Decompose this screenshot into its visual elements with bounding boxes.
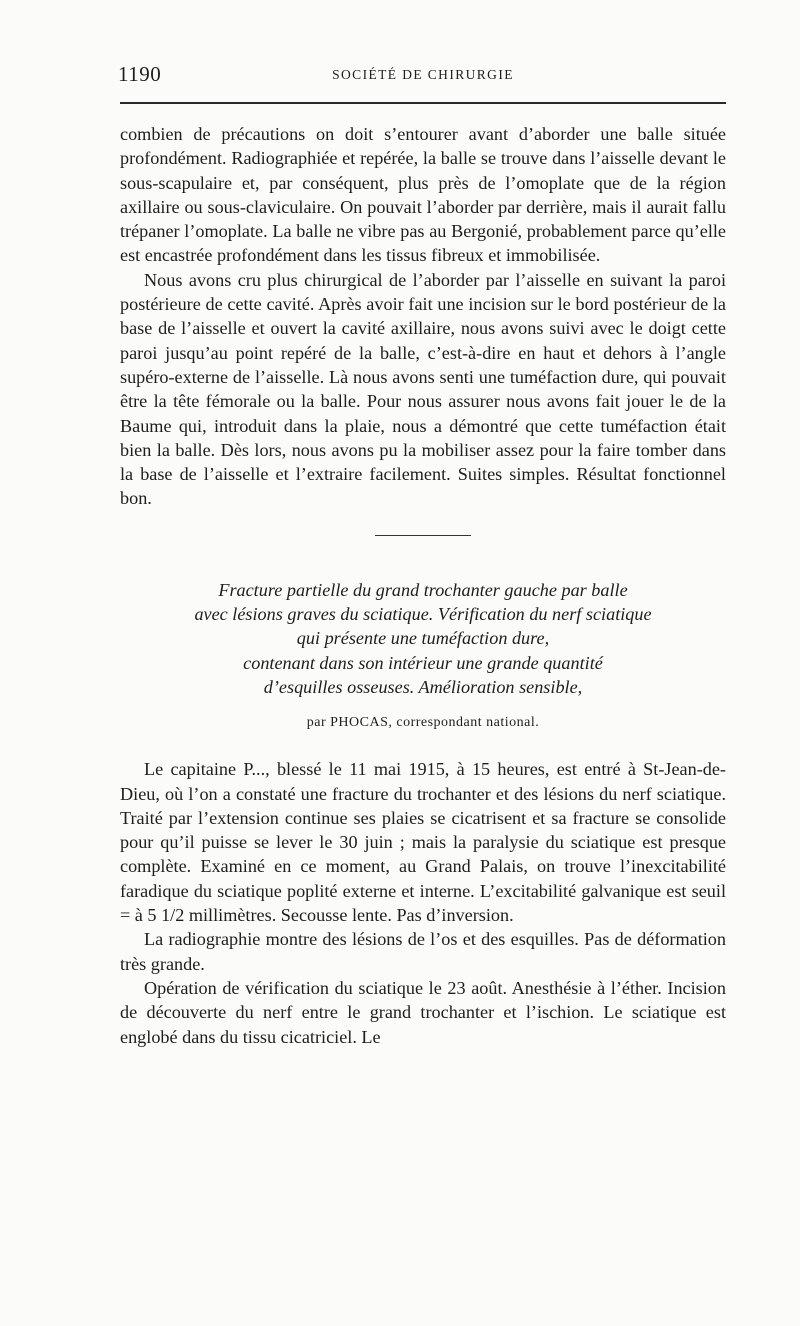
book-page bbox=[120, 58, 726, 1049]
page-header bbox=[120, 58, 726, 94]
article-title bbox=[120, 578, 726, 699]
intro-paragraph: Nous avons cru plus chirurgical de l’aborder par l’aisselle en suivant la paroi postérieure de cette cavité. Après avoir fait une incision sur le bord postérieur de la base de l’aisselle et ouvert la cavité axillaire, nous avons suivi avec le doigt cette paroi jusqu’au point repéré de la balle, c’est-à-dire en haut et dehors à l’angle supéro-externe de l’aisselle. Là nous avons senti une tuméfaction dure, qui pouvait être la tête fémorale ou la balle. Pour nous assurer nous avons fait jouer le de la Baume qui, introduit dans la plaie, nous a démontré que cette tuméfaction était bien la balle. Dès lors, nous avons pu la mobiliser assez pour la faire tomber dans la base de l’aisselle et l’extraire facilement. Suites simples. Résultat fonctionnel bon. bbox=[120, 269, 726, 509]
header-rule bbox=[120, 102, 726, 104]
article-paragraph: Le capitaine P..., blessé le 11 mai 1915, à 15 heures, est entré à St-Jean-de-Dieu, où l’on a constaté une fracture du trochanter et des lésions du nerf sciatique. Traité par l’extension continue ses plaies se cicatrisent et sa fracture se consolide pour qu’il puisse se lever le 30 juin ; mais la paralysie du sciatique est presque complète. Examiné en ce moment, au Grand Palais, on trouve l’inexcitabilité faradique du sciatique poplité externe et interne. L’excitabilité galvanique est seuil = à 5 1/2 millimètres. Secousse lente. Pas d’inversion. bbox=[120, 759, 726, 926]
intro-section bbox=[120, 122, 726, 511]
running-title: SOCIÉTÉ DE CHIRURGIE bbox=[332, 67, 514, 82]
article-title-line: contenant dans son intérieur une grande quantité bbox=[243, 652, 603, 673]
article-paragraph: La radiographie montre des lésions de l’os et des esquilles. Pas de déformation très grande. bbox=[120, 929, 726, 974]
article-byline: par PHOCAS, correspondant national. bbox=[306, 715, 540, 731]
article-paragraph: Opération de vérification du sciatique le 23 août. Anesthésie à l’éther. Incision de découverte du nerf entre le grand trochanter et l’ischion. Le sciatique est englobé dans du tissu cicatriciel. Le bbox=[120, 977, 726, 1047]
section-separator bbox=[375, 535, 471, 536]
intro-paragraph: combien de précautions on doit s’entourer avant d’aborder une balle située profondément. Radiographiée et repérée, la balle se trouve dans l’aisselle devant le sous-scapulaire et, par conséquent, plus près de l’omoplate que de la région axillaire ou sous-claviculaire. On pouvait l’aborder par derrière, mais il aurait fallu trépaner l’omoplate. La balle ne vibre pas au Bergonié, probablement parce qu’elle est encastrée profondément dans les tissus fibreux et immobilisée. bbox=[120, 124, 726, 266]
article-title-line: d’esquilles osseuses. Amélioration sensible, bbox=[263, 676, 583, 697]
article-title-line: Fracture partielle du grand trochanter gauche par balle bbox=[218, 579, 628, 600]
article-title-line: avec lésions graves du sciatique. Vérification du nerf sciatique bbox=[194, 604, 652, 625]
page-number: 1190 bbox=[118, 62, 162, 86]
article-title-line: qui présente une tuméfaction dure, bbox=[296, 628, 550, 649]
article-body bbox=[120, 757, 726, 1049]
